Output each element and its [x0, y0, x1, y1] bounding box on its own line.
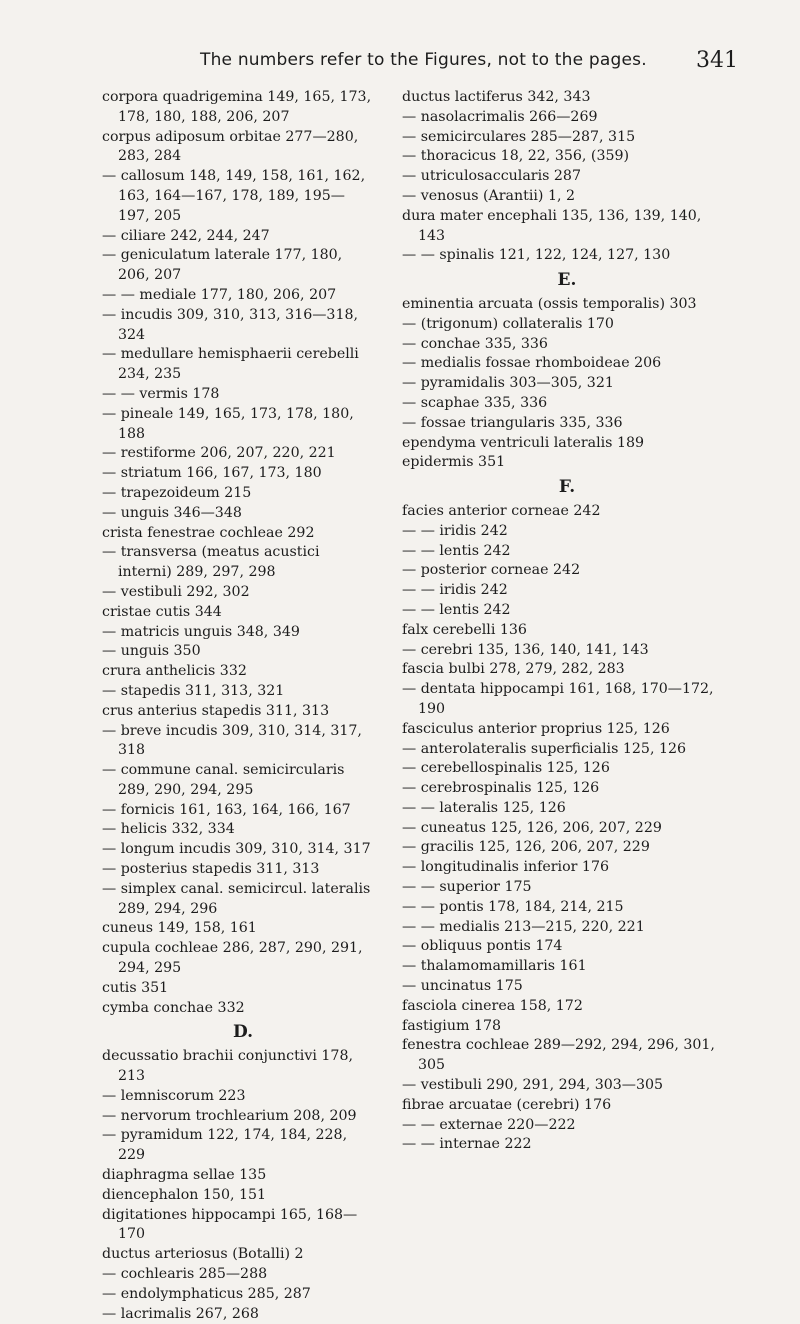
index-column-right	[402, 88, 732, 1155]
index-entry: — ciliare 242, 244, 247	[102, 227, 270, 244]
index-entry: — vestibuli 290, 291, 294, 303—305	[402, 1077, 664, 1094]
index-entry: — breve incudis 309, 310, 314, 317, 318	[102, 722, 362, 759]
index-entry: — longitudinalis inferior 176	[402, 859, 610, 876]
index-entry: — cerebri 135, 136, 140, 141, 143	[402, 641, 649, 658]
index-entry: — — lateralis 125, 126	[402, 799, 566, 816]
index-entry: dura mater encephali 135, 136, 139, 140, 143	[402, 207, 702, 244]
index-entry: — fossae triangularis 335, 336	[402, 414, 623, 431]
index-entry: — — lentis 242	[402, 601, 511, 618]
index-entry: — — internae 222	[402, 1136, 532, 1153]
index-entry: — pineale 149, 165, 173, 178, 180, 188	[102, 405, 354, 442]
index-entry: cutis 351	[102, 979, 169, 996]
index-entry: — transversa (meatus acustici interni) 289, 297, 298	[102, 544, 320, 581]
index-entry: fasciola cinerea 158, 172	[402, 997, 583, 1014]
index-entry: crus anterius stapedis 311, 313	[102, 702, 330, 719]
index-entry: eminentia arcuata (ossis temporalis) 303	[402, 295, 697, 312]
index-entry: cristae cutis 344	[102, 603, 222, 620]
index-entry: — medialis fossae rhomboideae 206	[402, 355, 662, 372]
index-entry: diencephalon 150, 151	[102, 1186, 267, 1203]
index-entry: — obliquus pontis 174	[402, 938, 563, 955]
index-entry: — longum incudis 309, 310, 314, 317	[102, 841, 371, 858]
index-entry: — uncinatus 175	[402, 978, 523, 995]
index-entry: — venosus (Arantii) 1, 2	[402, 187, 576, 204]
index-entry: — lacrimalis 267, 268	[102, 1305, 259, 1322]
index-entry: fibrae arcuatae (cerebri) 176	[402, 1096, 612, 1113]
index-entry: — unguis 350	[102, 643, 201, 660]
index-entry: — matricis unguis 348, 349	[102, 623, 300, 640]
index-entry: — conchae 335, 336	[402, 335, 548, 352]
page-number: 341	[696, 48, 738, 73]
index-entry: — cerebrospinalis 125, 126	[402, 780, 600, 797]
index-entry: — simplex canal. semicircul. lateralis 289, 294, 296	[102, 880, 371, 917]
index-entry: — dentata hippocampi 161, 168, 170—172, 190	[402, 681, 714, 717]
index-entry: — restiforme 206, 207, 220, 221	[102, 445, 336, 462]
index-entry: — medullare hemisphaerii cerebelli 234, 235	[102, 346, 359, 383]
index-entry: — — superior 175	[402, 879, 532, 896]
index-entry: — — lentis 242	[402, 542, 511, 559]
index-entry: decussatio brachii conjunctivi 178, 213	[102, 1048, 353, 1085]
page-header	[0, 44, 800, 74]
index-entry: cymba conchae 332	[102, 999, 245, 1016]
index-entry: — gracilis 125, 126, 206, 207, 229	[402, 839, 650, 856]
index-entry: ductus arteriosus (Botalli) 2	[102, 1246, 304, 1263]
index-entry: — incudis 309, 310, 313, 316—318, 324	[102, 306, 359, 343]
index-entry: — — iridis 242	[402, 582, 508, 599]
section-heading: D.	[232, 1022, 254, 1043]
index-entry: — — pontis 178, 184, 214, 215	[402, 898, 624, 915]
index-entry: — cuneatus 125, 126, 206, 207, 229	[402, 819, 662, 836]
index-entry: fenestra cochleae 289—292, 294, 296, 301, 305	[402, 1037, 715, 1074]
index-entry: falx cerebelli 136	[402, 621, 527, 638]
section-heading: E.	[557, 270, 577, 291]
index-entry: — — iridis 242	[402, 522, 508, 539]
index-entry: cuneus 149, 158, 161	[102, 920, 257, 937]
index-entry: facies anterior corneae 242	[402, 502, 601, 519]
section-heading: F.	[558, 477, 576, 498]
index-entry: — fornicis 161, 163, 164, 166, 167	[102, 801, 351, 818]
index-entry: — — medialis 213—215, 220, 221	[402, 918, 645, 935]
index-entry: — — vermis 178	[102, 385, 220, 402]
index-entry: — nasolacrimalis 266—269	[402, 108, 598, 125]
index-entry: — thoracicus 18, 22, 356, (359)	[402, 148, 630, 165]
index-entry: — utriculosaccularis 287	[402, 168, 581, 185]
index-entry: diaphragma sellae 135	[102, 1167, 267, 1184]
index-entry: — — spinalis 121, 122, 124, 127, 130	[402, 247, 671, 264]
index-entry: epidermis 351	[402, 454, 506, 471]
index-entry: fastigium 178	[402, 1017, 502, 1034]
index-entry: digitationes hippocampi 165, 168—170	[102, 1206, 358, 1243]
index-entry: — thalamomamillaris 161	[402, 958, 587, 975]
index-entry: — unguis 346—348	[102, 504, 242, 521]
index-entry: — endolymphaticus 285, 287	[102, 1285, 311, 1302]
index-entry: cupula cochleae 286, 287, 290, 291, 294, 295	[102, 940, 363, 977]
index-entry: — stapedis 311, 313, 321	[102, 682, 285, 699]
index-entry: — commune canal. semicircularis 289, 290, 294, 295	[102, 762, 345, 798]
index-entry: — scaphae 335, 336	[402, 394, 548, 411]
index-entry: crura anthelicis 332	[102, 663, 247, 680]
index-entry: — cerebellospinalis 125, 126	[402, 760, 610, 777]
index-entry: — pyramidalis 303—305, 321	[402, 375, 614, 392]
index-entry: — posterius stapedis 311, 313	[102, 861, 320, 878]
index-entry: — geniculatum laterale 177, 180, 206, 207	[102, 247, 343, 284]
index-entry: — posterior corneae 242	[402, 562, 581, 579]
index-entry: crista fenestrae cochleae 292	[102, 524, 315, 541]
running-header: The numbers refer to the Figures, not to the pages.	[200, 50, 647, 70]
index-entry: fasciculus anterior proprius 125, 126	[402, 720, 670, 737]
index-entry: — semicirculares 285—287, 315	[402, 128, 636, 145]
index-entry: fascia bulbi 278, 279, 282, 283	[402, 661, 625, 678]
index-entry: — anterolateralis superficialis 125, 126	[402, 740, 687, 757]
index-entry: — cochlearis 285—288	[102, 1266, 268, 1283]
index-entry: — vestibuli 292, 302	[102, 583, 250, 600]
index-entry: — striatum 166, 167, 173, 180	[102, 465, 322, 482]
index-entry: — (trigonum) collateralis 170	[402, 315, 614, 332]
index-entry: ependyma ventriculi lateralis 189	[402, 434, 645, 451]
index-entry: — — externae 220—222	[402, 1116, 576, 1133]
index-entry: corpora quadrigemina 149, 165, 173, 178, 180, 188, 206, 207	[102, 89, 372, 125]
index-entry: — — mediale 177, 180, 206, 207	[102, 286, 337, 303]
index-entry: — helicis 332, 334	[102, 821, 235, 838]
index-entry: corpus adiposum orbitae 277—280, 283, 284	[102, 128, 359, 165]
index-entry: — nervorum trochlearium 208, 209	[102, 1107, 357, 1124]
index-column-left	[102, 88, 374, 1324]
index-entry: ductus lactiferus 342, 343	[402, 89, 591, 105]
index-entry: — callosum 148, 149, 158, 161, 162, 163, 164—167, 178, 189, 195—197, 205	[102, 168, 366, 224]
index-entry: — pyramidum 122, 174, 184, 228, 229	[102, 1127, 348, 1164]
index-entry: — lemniscorum 223	[102, 1087, 246, 1104]
index-entry: — trapezoideum 215	[102, 484, 252, 501]
